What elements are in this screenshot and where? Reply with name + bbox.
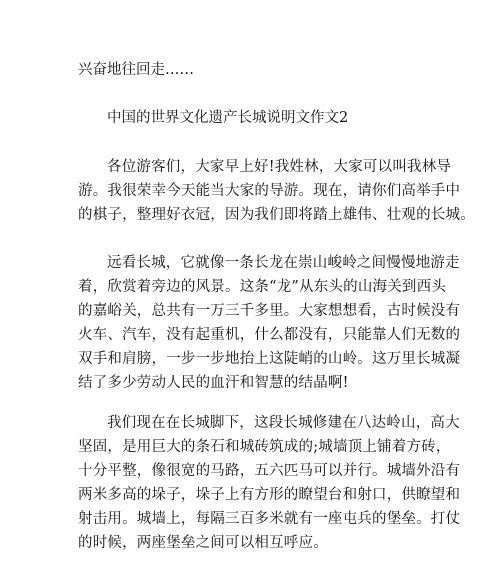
paragraph-2 [78, 251, 461, 395]
preceding-text-fragment: 兴奋地往回走…… [78, 62, 194, 78]
paragraph-3 [78, 411, 461, 555]
paragraph-line: 双手和肩膀，一步一步地抬上这陡峭的山岭。这万里长城凝 [78, 351, 461, 367]
paragraph-line: 两米多高的垛子，垛子上有方形的瞭望台和射口，供瞭望和 [78, 487, 461, 503]
paragraph-1 [78, 155, 475, 227]
paragraph-line: 着，欣赏着旁边的风景。这条“龙”从东头的山海关到西头 [78, 279, 447, 295]
paragraph-line: 十分平整，像很宽的马路，五六匹马可以并行。城墙外沿有 [78, 463, 461, 479]
paragraph-line: 坚固，是用巨大的条石和城砖筑成的;城墙顶上铺着方砖， [78, 439, 451, 455]
paragraph-line: 游。我很荣幸今天能当大家的导游。现在，请你们高举手中 [78, 183, 461, 199]
paragraph-line: 我们现在在长城脚下，这段长城修建在八达岭山，高大 [107, 415, 460, 431]
paragraph-line: 的棋子，整理好衣冠，因为我们即将踏上雄伟、壮观的长城。 [78, 207, 475, 223]
paragraph-line: 各位游客们，大家早上好!我姓林，大家可以叫我林导 [107, 159, 452, 175]
paragraph-line: 结了多少劳动人民的血汗和智慧的结晶啊! [78, 375, 349, 391]
paragraph-line: 远看长城，它就像一条长龙在崇山峻岭之间慢慢地游走 [107, 255, 460, 271]
paragraph-line: 的嘉峪关，总共有一万三千多里。大家想想看，古时候没有 [78, 303, 461, 319]
paragraph-line: 射击用。城墙上，每隔三百多米就有一座屯兵的堡垒。打仗 [78, 511, 461, 527]
essay-title: 中国的世界文化遗产长城说明文作文2 [107, 110, 349, 126]
paragraph-line: 的时候，两座堡垒之间可以相互呼应。 [78, 535, 328, 551]
paragraph-line: 火车、汽车，没有起重机，什么都没有，只能靠人们无数的 [78, 327, 461, 343]
